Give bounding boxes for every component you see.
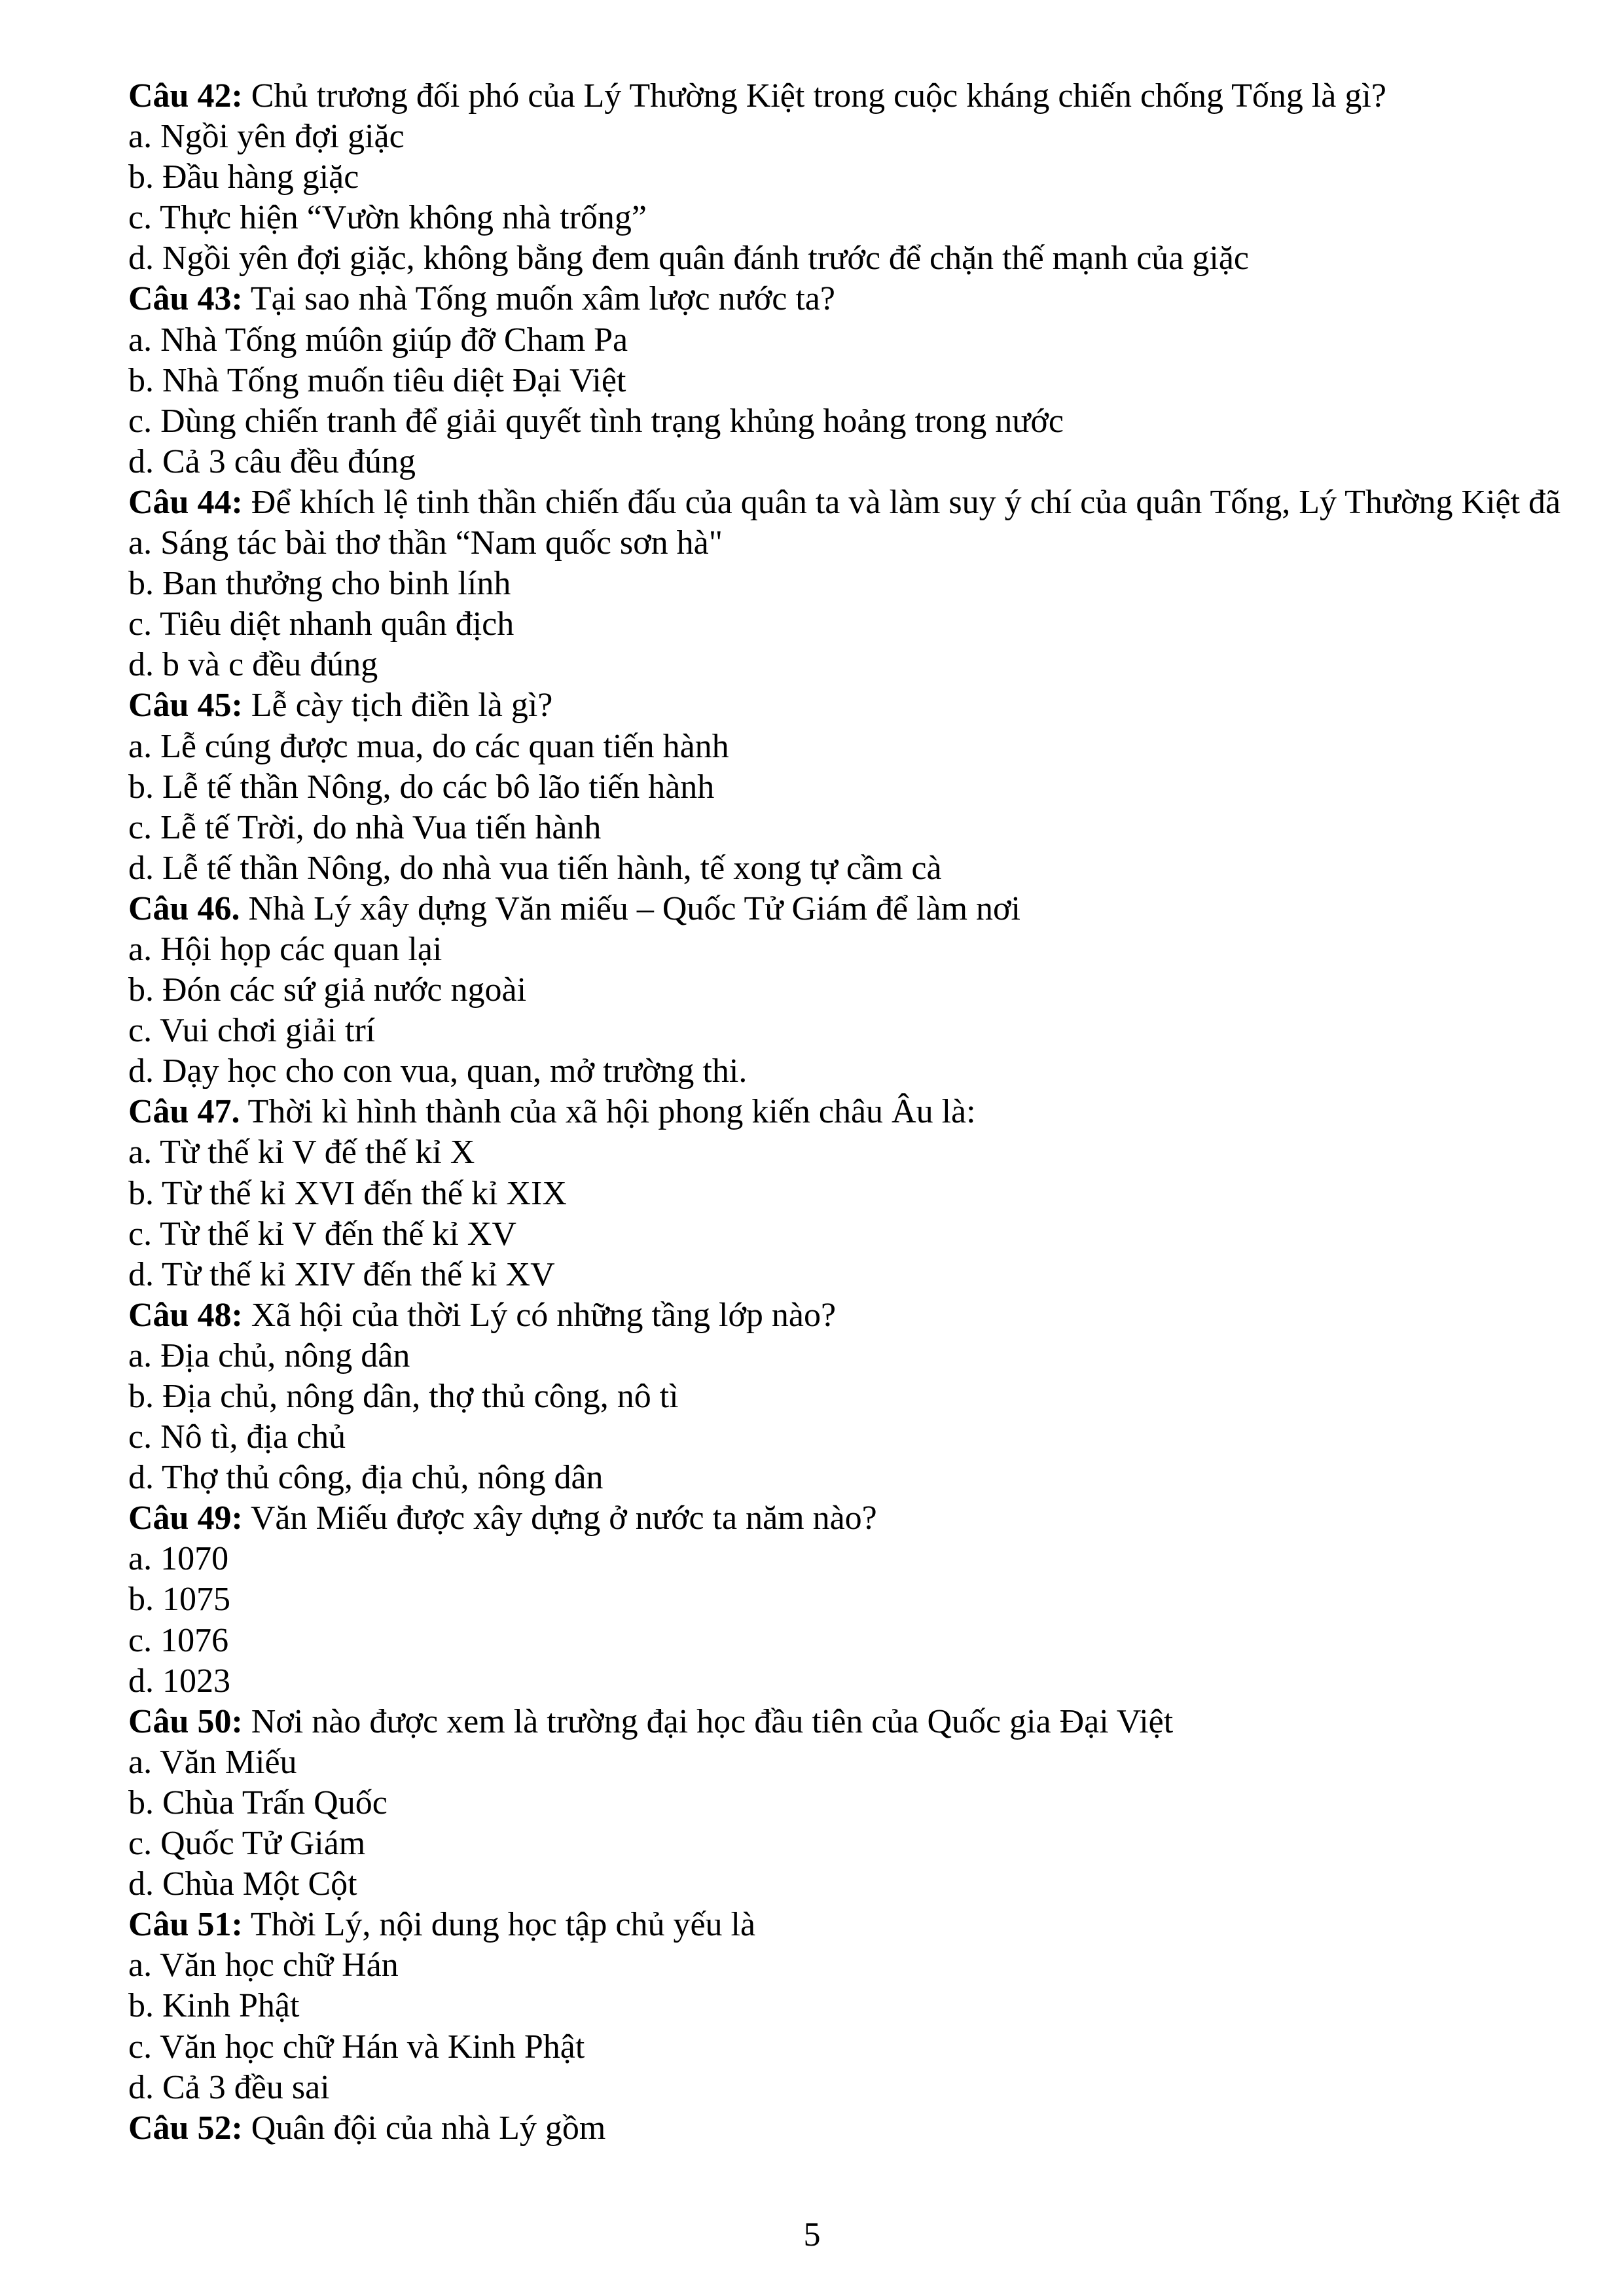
answer-option: c. Quốc Tử Giám: [128, 1825, 366, 1863]
question-prompt: Để khích lệ tinh thần chiến đấu của quân ta và làm suy ý chí của quân Tống, Lý Thường Kiệt đã: [251, 483, 1561, 521]
question-text: [128, 1702, 1595, 1742]
answer-option: b. Đầu hàng giặc: [128, 158, 359, 196]
question-list: [128, 76, 1595, 2149]
answer-option: a. Ngồi yên đợi giặc: [128, 118, 405, 156]
answer-option: c. Tiêu diệt nhanh quân địch: [128, 605, 514, 643]
question-text: [128, 889, 1595, 929]
answer-option: a. Lễ cúng được mua, do các quan tiến hành: [128, 727, 729, 765]
question-label: Câu 50:: [128, 1702, 243, 1740]
question-prompt: Tại sao nhà Tống muốn xâm lược nước ta?: [250, 280, 835, 318]
question-label: Câu 45:: [128, 687, 243, 725]
answer-option: a. 1070: [128, 1540, 229, 1578]
question-block: [128, 482, 1595, 685]
question-label: Câu 48:: [128, 1296, 243, 1334]
answer-option: c. 1076: [128, 1621, 229, 1659]
answer-option: b. Nhà Tống muốn tiêu diệt Đại Việt: [128, 361, 626, 399]
question-prompt: Thời Lý, nội dung học tập chủ yếu là: [250, 1906, 756, 1944]
question-label: Câu 46.: [128, 889, 240, 927]
answer-option: d. Ngồi yên đợi giặc, không bằng đem quân đánh trước để chặn thế mạnh của giặc: [128, 240, 1249, 278]
answer-option: d. Chùa Một Cột: [128, 1865, 357, 1903]
question-prompt: Lễ cày tịch điền là gì?: [251, 687, 553, 725]
question-block: [128, 1295, 1595, 1498]
answer-option: d. Dạy học cho con vua, quan, mở trường thi.: [128, 1052, 748, 1090]
question-block: [128, 2108, 1595, 2149]
question-prompt: Quân đội của nhà Lý gồm: [251, 2109, 606, 2147]
page-number: 5: [803, 2216, 821, 2253]
answer-option: c. Nô tì, địa chủ: [128, 1418, 346, 1456]
answer-option: d. 1023: [128, 1662, 230, 1700]
question-block: [128, 1905, 1595, 2108]
answer-option: b. 1075: [128, 1581, 230, 1619]
question-label: Câu 51:: [128, 1906, 243, 1944]
question-block: [128, 889, 1595, 1092]
answer-option: a. Văn học chữ Hán: [128, 1946, 399, 1984]
question-label: Câu 43:: [128, 280, 243, 318]
answer-option: a. Nhà Tống múôn giúp đỡ Cham Pa: [128, 321, 628, 359]
answer-option: d. Lễ tế thần Nông, do nhà vua tiến hành, tế xong tự cầm cà: [128, 849, 942, 887]
question-prompt: Xã hội của thời Lý có những tầng lớp nào?: [251, 1296, 837, 1334]
answer-option: c. Lễ tế Trời, do nhà Vua tiến hành: [128, 808, 602, 846]
answer-option: b. Chùa Trấn Quốc: [128, 1784, 388, 1821]
question-prompt: Văn Miếu được xây dựng ở nước ta năm nào?: [250, 1499, 877, 1537]
question-label: Câu 44:: [128, 483, 243, 521]
question-prompt: Thời kì hình thành của xã hội phong kiến châu Âu là:: [247, 1093, 976, 1131]
question-label: Câu 52:: [128, 2109, 243, 2147]
question-block: [128, 76, 1595, 279]
question-prompt: Nhà Lý xây dựng Văn miếu – Quốc Tử Giám để làm nơi: [248, 889, 1020, 927]
question-text: [128, 482, 1595, 523]
answer-option: b. Đón các sứ giả nước ngoài: [128, 971, 527, 1009]
answer-option: b. Từ thế kỉ XVI đến thế kỉ XIX: [128, 1174, 567, 1212]
answer-option: a. Từ thế kỉ V đế thế kỉ X: [128, 1134, 475, 1172]
answer-option: c. Vui chơi giải trí: [128, 1012, 376, 1050]
answer-option: c. Từ thế kỉ V đến thế kỉ XV: [128, 1215, 516, 1253]
question-label: Câu 47.: [128, 1093, 240, 1131]
answer-option: d. Thợ thủ công, địa chủ, nông dân: [128, 1459, 604, 1497]
answer-option: a. Văn Miếu: [128, 1743, 297, 1781]
answer-option: b. Ban thưởng cho binh lính: [128, 565, 511, 603]
answer-option: d. Cả 3 đều sai: [128, 2068, 330, 2106]
question-prompt: Chủ trương đối phó của Lý Thường Kiệt trong cuộc kháng chiến chống Tống là gì?: [251, 77, 1386, 115]
question-text: [128, 76, 1595, 117]
question-label: Câu 42:: [128, 77, 243, 115]
answer-option: a. Hội họp các quan lại: [128, 930, 442, 968]
question-text: [128, 2108, 1595, 2149]
answer-option: d. b và c đều đúng: [128, 646, 378, 684]
question-block: [128, 685, 1595, 888]
answer-option: b. Lễ tế thần Nông, do các bô lão tiến hành: [128, 768, 715, 806]
question-label: Câu 49:: [128, 1499, 243, 1537]
answer-option: d. Từ thế kỉ XIV đến thế kỉ XV: [128, 1255, 555, 1293]
question-text: [128, 1905, 1595, 1945]
question-text: [128, 1295, 1595, 1336]
answer-option: a. Địa chủ, nông dân: [128, 1336, 410, 1374]
question-block: [128, 1498, 1595, 1701]
answer-option: b. Địa chủ, nông dân, thợ thủ công, nô tì: [128, 1378, 679, 1415]
question-text: [128, 1498, 1595, 1539]
question-block: [128, 1702, 1595, 1905]
answer-option: c. Thực hiện “Vườn không nhà trống”: [128, 199, 647, 237]
answer-option: c. Văn học chữ Hán và Kinh Phật: [128, 2028, 585, 2066]
question-text: [128, 279, 1595, 319]
answer-option: c. Dùng chiến tranh để giải quyết tình trạng khủng hoảng trong nước: [128, 402, 1064, 440]
question-text: [128, 685, 1595, 726]
question-prompt: Nơi nào được xem là trường đại học đầu tiên của Quốc gia Đại Việt: [251, 1702, 1174, 1740]
question-block: [128, 279, 1595, 482]
answer-option: d. Cả 3 câu đều đúng: [128, 442, 416, 480]
answer-option: a. Sáng tác bài thơ thần “Nam quốc sơn hà": [128, 524, 723, 562]
question-text: [128, 1092, 1595, 1132]
question-block: [128, 1092, 1595, 1295]
answer-option: b. Kinh Phật: [128, 1987, 300, 2025]
